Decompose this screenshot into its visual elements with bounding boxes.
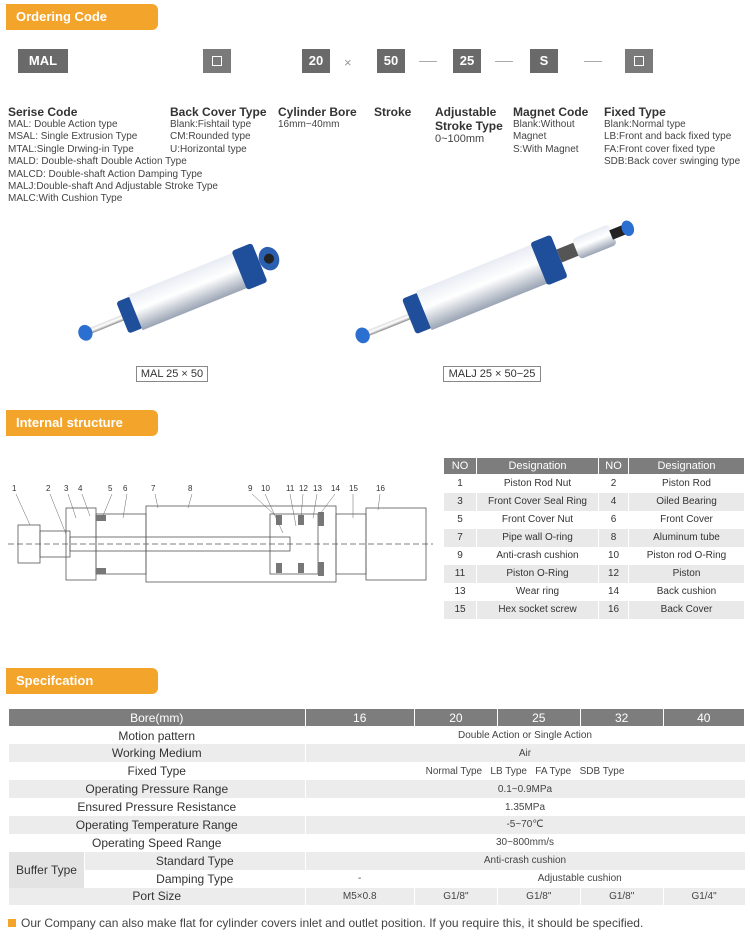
serise-line: MALC:With Cushion Type <box>8 193 123 205</box>
spec-table <box>8 708 745 905</box>
footnote-text: Our Company can also make flat for cylinder covers inlet and outlet position. If you require this, it should be specified. <box>21 916 644 930</box>
fixed-line: SDB:Back cover swinging type <box>604 156 741 168</box>
cylinder-malj-image <box>325 205 655 365</box>
code-fixed-box <box>625 49 653 73</box>
footnote <box>8 916 643 930</box>
code-adjust-box: 25 <box>453 49 481 73</box>
dash <box>419 61 437 62</box>
callout-15: 15 <box>349 484 358 493</box>
parts-header-no: NO <box>599 458 629 475</box>
code-series-box: MAL <box>18 49 68 73</box>
back-cover-line: U:Horizontal type <box>170 143 247 155</box>
table-row: 5 Front Cover Nut 6 Front Cover <box>444 511 745 529</box>
bore-32: 32 <box>580 709 663 727</box>
magnet-line: S:With Magnet <box>513 143 579 155</box>
callout-5: 5 <box>108 484 113 493</box>
callout-3: 3 <box>64 484 69 493</box>
callout-10: 10 <box>261 484 270 493</box>
buffer-type-label: Buffer Type <box>9 852 85 888</box>
bore-40: 40 <box>663 709 744 727</box>
parts-header-no: NO <box>444 458 477 475</box>
table-row: Working Medium Air <box>9 744 745 762</box>
adjust-title-1: Adjustable <box>435 105 497 119</box>
table-row: Operating Pressure Range 0.1~0.9MPa <box>9 780 745 798</box>
code-stroke-box: 50 <box>377 49 405 73</box>
callout-14: 14 <box>331 484 340 493</box>
specification-header: Specifcation <box>6 668 158 694</box>
adjust-title-2: Stroke Type <box>435 119 503 133</box>
bore-20: 20 <box>414 709 497 727</box>
serise-line: MALCD: Double-shaft Action Damping Type <box>8 168 203 180</box>
magnet-line: Magnet <box>513 131 547 143</box>
bullet-square-icon <box>8 919 16 927</box>
stroke-title: Stroke <box>374 105 412 119</box>
bore-line: 16mm~40mm <box>278 119 340 130</box>
parts-header-designation: Designation <box>629 458 745 475</box>
cylinder-section-drawing <box>8 478 433 593</box>
table-row: Port Size M5×0.8 G1/8" G1/8" G1/8" G1/4" <box>9 888 745 906</box>
code-bore-box: 20 <box>302 49 330 73</box>
table-row: 13 Wear ring 14 Back cushion <box>444 583 745 601</box>
magnet-title: Magnet Code <box>513 105 589 119</box>
callout-13: 13 <box>313 484 322 493</box>
back-cover-column <box>170 105 267 156</box>
back-cover-line: Blank:Fishtail type <box>170 119 252 130</box>
table-row: 9 Anti-crash cushion 10 Piston rod O-Ring <box>444 547 745 565</box>
table-row: 15 Hex socket screw 16 Back Cover <box>444 601 745 619</box>
serise-line: MALD: Double-shaft Double Action Type <box>8 156 187 168</box>
table-row: Damping Type - Adjustable cushion <box>9 870 745 888</box>
table-row: Buffer Type Standard Type Anti-crash cushion <box>9 852 745 870</box>
times-sign: × <box>344 55 352 70</box>
code-magnet-box: S <box>530 49 558 73</box>
bore-title: Cylinder Bore <box>278 105 357 119</box>
bore-16: 16 <box>305 709 414 727</box>
fixed-line: FA:Front cover fixed type <box>604 143 716 155</box>
callout-8: 8 <box>188 484 193 493</box>
callout-11: 11 <box>286 484 295 493</box>
ordering-code-header: Ordering Code <box>6 4 158 30</box>
callout-4: 4 <box>78 484 83 493</box>
adjust-column <box>435 105 503 145</box>
caption-mal: MAL 25 × 50 <box>136 366 208 382</box>
table-row: Operating Speed Range 30~800mm/s <box>9 834 745 852</box>
callout-2: 2 <box>46 484 51 493</box>
bore-25: 25 <box>497 709 580 727</box>
bore-column <box>278 105 357 131</box>
table-row: Ensured Pressure Resistance 1.35MPa <box>9 798 745 816</box>
table-row: Fixed Type Normal Type LB Type FA Type SDB Type <box>9 762 745 780</box>
dash <box>584 61 602 62</box>
code-back-cover-box <box>203 49 231 73</box>
parts-table <box>443 457 745 619</box>
table-row: 1 Piston Rod Nut 2 Piston Rod <box>444 475 745 493</box>
serise-line: MAL: Double Action type <box>8 119 118 130</box>
bore-label: Bore(mm) <box>9 709 306 727</box>
internal-structure-header: Internal structure <box>6 410 158 436</box>
callout-7: 7 <box>151 484 156 493</box>
callout-9: 9 <box>248 484 253 493</box>
fixed-line: Blank:Normal type <box>604 119 686 130</box>
table-row: Motion pattern Double Action or Single Action <box>9 727 745 745</box>
magnet-line: Blank:Without <box>513 119 575 130</box>
table-row: 11 Piston O-Ring 12 Piston <box>444 565 745 583</box>
adjust-line: 0~100mm <box>435 133 485 145</box>
stroke-column <box>374 105 411 119</box>
fixed-title: Fixed Type <box>604 105 666 119</box>
callout-16: 16 <box>376 484 385 493</box>
serise-line: MALJ:Double-shaft And Adjustable Stroke Type <box>8 181 218 193</box>
callout-1: 1 <box>12 484 17 493</box>
fixed-line: LB:Front and back fixed type <box>604 131 732 143</box>
table-row: 3 Front Cover Seal Ring 4 Oiled Bearing <box>444 493 745 511</box>
table-row: 7 Pipe wall O-ring 8 Aluminum tube <box>444 529 745 547</box>
magnet-column <box>513 105 588 156</box>
back-cover-line: CM:Rounded type <box>170 131 251 143</box>
parts-header-designation: Designation <box>477 458 599 475</box>
fixed-column <box>604 105 740 169</box>
dash <box>495 61 513 62</box>
serise-title: Serise Code <box>8 105 78 119</box>
serise-line: MTAL:Single Drwing-in Type <box>8 143 134 155</box>
callout-12: 12 <box>299 484 308 493</box>
caption-malj: MALJ 25 × 50−25 <box>443 366 541 382</box>
table-row: Operating Temperature Range -5~70℃ <box>9 816 745 834</box>
callout-6: 6 <box>123 484 128 493</box>
cylinder-mal-image <box>50 240 310 360</box>
serise-line: MSAL: Single Extrusion Type <box>8 131 138 143</box>
back-cover-title: Back Cover Type <box>170 105 267 119</box>
